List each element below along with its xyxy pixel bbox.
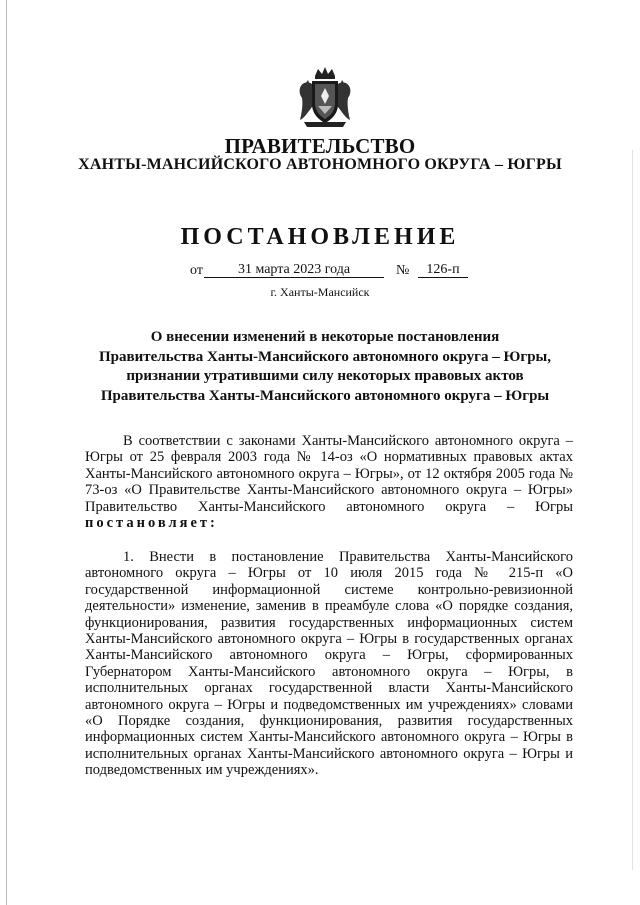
decision-word: постановляет: <box>85 515 218 532</box>
title-line: признании утратившими силу некоторых правовых актов <box>126 368 524 384</box>
scan-right-edge <box>632 150 633 870</box>
document-city: г. Ханты-Мансийск <box>270 285 370 299</box>
document-title <box>90 328 560 406</box>
date-number-line <box>190 262 490 282</box>
preamble-paragraph <box>85 433 573 531</box>
preamble-text: В соответствии с законами Ханты-Мансийского автономного округа – Югры от 25 февраля 2003 года № 14-оз «О нормативных правовых актах Ханты-Мансийского автономного округа – Югры», от 12 октября 2005 года № 73-оз «О Правительстве Ханты-Мансийского автономного округа – Югры» Правительство Ханты-Мансийского автономного округа – Югры <box>85 433 573 515</box>
title-line: Правительства Ханты-Мансийского автономного округа – Югры, <box>99 348 551 365</box>
date-prefix: от <box>190 263 203 278</box>
region-title: ХАНТЫ-МАНСИЙСКОГО АВТОНОМНОГО ОКРУГА – ЮГРЫ <box>78 156 562 173</box>
title-line: О внесении изменений в некоторые постановления <box>150 329 500 345</box>
coat-of-arms-icon <box>296 66 354 128</box>
government-title: ПРАВИТЕЛЬСТВО <box>224 134 416 158</box>
document-date: 31 марта 2023 года <box>204 262 384 278</box>
document-type: ПОСТАНОВЛЕНИЕ <box>180 224 460 250</box>
paragraph-1: 1. Внести в постановление Правительства Ханты-Мансийского автономного округа – Югры от 10 июля 2015 года № 215-п «О государственной информационной системе контрольно-ревизионной деятельности» изменение, заменив в преамбуле слова «О порядке создания, функционирования, развития государственных информационных систем Ханты-Мансийского автономного округа – Югры в государственных органах Ханты-Мансийского автономного округа – Югры, сформированных Губернатором Ханты-Мансийского автономного округа – Югры, в исполнительных органах государственной власти Ханты-Мансийского автономного округа – Югры и подведомственных им учреждениях» словами «О Порядке создания, функционирования, развития государственных информационных систем Ханты-Мансийского автономного округа – Югры в исполнительных органах Ханты-Мансийского автономного округа – Югры и подведомственных им учреждениях». <box>85 549 573 779</box>
number-prefix: № <box>396 263 410 278</box>
title-line: Правительства Ханты-Мансийского автономного округа – Югры <box>100 387 550 404</box>
document-number: 126-п <box>418 262 468 278</box>
